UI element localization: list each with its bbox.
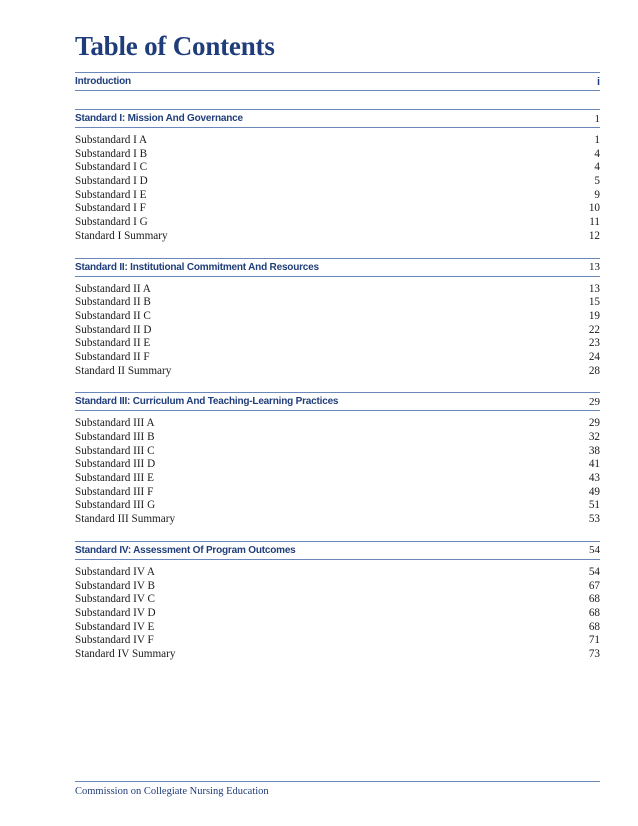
entry-label: Standard I Summary xyxy=(75,229,168,242)
entry-page-number: 24 xyxy=(588,350,600,363)
toc-entry[interactable] xyxy=(75,445,600,459)
entry-page-number: 13 xyxy=(588,282,600,295)
section-page-number: 13 xyxy=(589,261,600,273)
entry-label: Standard IV Summary xyxy=(75,647,176,660)
toc-entry[interactable] xyxy=(75,134,600,148)
toc-entry[interactable] xyxy=(75,148,600,162)
entry-label: Substandard III E xyxy=(75,472,154,485)
toc-entry[interactable] xyxy=(75,365,600,379)
entry-page-number: 12 xyxy=(588,229,600,242)
toc-section xyxy=(75,258,600,379)
toc-entry[interactable] xyxy=(75,593,600,607)
entry-label: Substandard I A xyxy=(75,134,148,146)
toc-entry[interactable] xyxy=(75,202,600,216)
entry-label: Substandard I D xyxy=(75,175,148,188)
entry-label: Substandard III C xyxy=(75,444,155,457)
toc-entry[interactable] xyxy=(75,351,600,365)
toc-section xyxy=(75,392,600,527)
entry-label: Substandard III A xyxy=(75,417,155,430)
footer-text: Commission on Collegiate Nursing Education xyxy=(75,786,269,797)
entry-page-number: 41 xyxy=(588,458,600,471)
entry-page-number: 9 xyxy=(594,188,600,201)
entry-label: Substandard III G xyxy=(75,499,156,512)
section-page-number: 29 xyxy=(589,395,600,408)
section-title: Standard IV: Assessment Of Program Outcomes xyxy=(75,544,296,556)
toc-entry[interactable] xyxy=(75,513,600,527)
toc-entry[interactable] xyxy=(75,189,600,203)
entry-page-number: 19 xyxy=(588,309,600,322)
entry-page-number: 49 xyxy=(588,485,600,498)
entry-page-number: 11 xyxy=(589,216,600,229)
page-title: Table of Contents xyxy=(75,31,275,61)
section-heading[interactable] xyxy=(75,392,600,411)
toc-entry[interactable] xyxy=(75,230,600,244)
toc-entry[interactable] xyxy=(75,216,600,230)
entry-label: Substandard IV E xyxy=(75,620,155,633)
section-title: Standard III: Curriculum And Teaching-Learning Practices xyxy=(75,396,339,408)
toc-entry[interactable] xyxy=(75,486,600,500)
toc-entry[interactable] xyxy=(75,283,600,297)
entry-label: Substandard II A xyxy=(75,282,151,295)
section-page-number: i xyxy=(596,75,600,88)
toc-entry[interactable] xyxy=(75,580,600,594)
entry-page-number: 43 xyxy=(588,472,600,485)
entry-label: Substandard II D xyxy=(75,323,152,336)
entry-page-number: 10 xyxy=(588,202,600,215)
entry-page-number: 51 xyxy=(588,499,600,512)
section-title: Standard I: Mission And Governance xyxy=(75,113,243,124)
toc-entry[interactable] xyxy=(75,566,600,580)
toc-entry[interactable] xyxy=(75,634,600,648)
entry-page-number: 23 xyxy=(588,337,600,350)
section-title: Standard II: Institutional Commitment And Resources xyxy=(75,261,319,273)
entry-label: Substandard IV A xyxy=(75,565,155,578)
section-page-number: 54 xyxy=(589,544,600,557)
entry-page-number: 54 xyxy=(588,565,600,578)
entry-page-number: 4 xyxy=(594,147,600,160)
entry-page-number: 4 xyxy=(594,161,600,174)
entry-page-number: 1 xyxy=(594,134,600,146)
entry-page-number: 68 xyxy=(588,620,600,633)
entry-label: Substandard III F xyxy=(75,485,154,498)
entry-page-number: 28 xyxy=(588,364,600,377)
entry-label: Substandard IV B xyxy=(75,579,155,592)
entry-label: Substandard I B xyxy=(75,147,148,160)
entry-label: Substandard I G xyxy=(75,216,148,229)
toc-section xyxy=(75,541,600,662)
entry-label: Substandard II E xyxy=(75,337,151,350)
section-heading[interactable] xyxy=(75,541,600,560)
entry-page-number: 68 xyxy=(588,593,600,606)
entry-label: Substandard III B xyxy=(75,431,155,443)
section-heading[interactable] xyxy=(75,72,600,91)
entry-page-number: 68 xyxy=(588,606,600,619)
entry-label: Substandard IV F xyxy=(75,634,154,647)
section-page-number: 1 xyxy=(594,112,600,125)
entry-page-number: 71 xyxy=(588,634,600,647)
toc-entry[interactable] xyxy=(75,431,600,445)
entry-label: Substandard II F xyxy=(75,350,150,363)
toc-entry[interactable] xyxy=(75,607,600,621)
entry-page-number: 32 xyxy=(588,431,600,443)
entry-label: Substandard I E xyxy=(75,188,147,201)
toc-entry[interactable] xyxy=(75,458,600,472)
section-title: Introduction xyxy=(75,76,131,87)
entry-label: Substandard III D xyxy=(75,458,156,471)
entry-page-number: 5 xyxy=(594,175,600,188)
entry-label: Substandard II C xyxy=(75,309,151,322)
toc-entry[interactable] xyxy=(75,417,600,431)
toc-section xyxy=(75,109,600,244)
entry-page-number: 53 xyxy=(588,513,600,526)
toc-entry[interactable] xyxy=(75,310,600,324)
toc-entry[interactable] xyxy=(75,337,600,351)
section-heading[interactable] xyxy=(75,109,600,128)
entry-label: Substandard IV C xyxy=(75,593,155,606)
entry-page-number: 73 xyxy=(588,647,600,660)
toc-section-introduction xyxy=(75,72,600,91)
entry-page-number: 38 xyxy=(588,444,600,457)
toc-entry[interactable] xyxy=(75,175,600,189)
toc-entry[interactable] xyxy=(75,472,600,486)
entry-label: Standard III Summary xyxy=(75,513,176,526)
toc-entry[interactable] xyxy=(75,296,600,310)
entry-label: Substandard II B xyxy=(75,296,151,309)
toc-entry[interactable] xyxy=(75,648,600,662)
section-heading[interactable] xyxy=(75,258,600,277)
entry-label: Substandard IV D xyxy=(75,606,156,619)
table-of-contents xyxy=(75,72,600,676)
toc-entry[interactable] xyxy=(75,621,600,635)
entry-page-number: 67 xyxy=(588,579,600,592)
entry-label: Substandard I F xyxy=(75,202,146,215)
toc-entry[interactable] xyxy=(75,161,600,175)
entry-page-number: 22 xyxy=(588,323,600,336)
toc-entry[interactable] xyxy=(75,499,600,513)
entry-page-number: 15 xyxy=(588,296,600,309)
entry-label: Substandard I C xyxy=(75,161,148,174)
entry-label: Standard II Summary xyxy=(75,364,172,377)
footer-divider xyxy=(75,781,600,782)
entry-page-number: 29 xyxy=(588,417,600,430)
toc-entry[interactable] xyxy=(75,324,600,338)
